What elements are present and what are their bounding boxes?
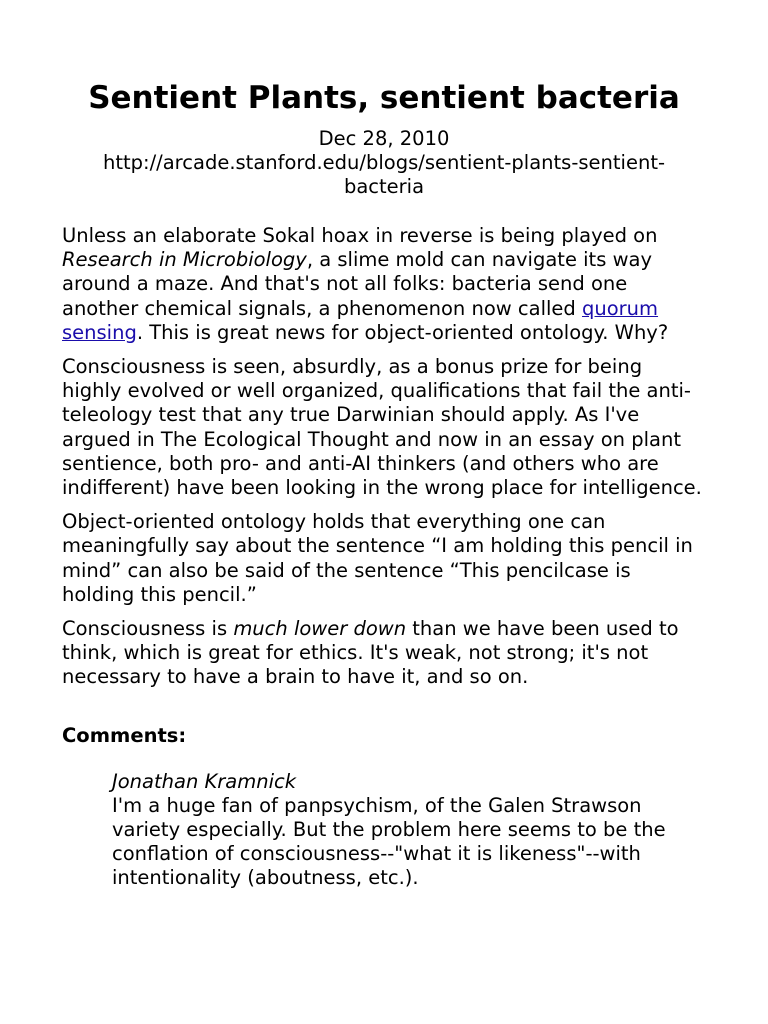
paragraph-4-text-a: Consciousness is: [62, 617, 234, 641]
journal-title: Research in Microbiology: [62, 248, 307, 272]
comments-heading: Comments:: [62, 723, 187, 747]
paragraph-1-text-c: . This is great news for object-oriented ontology. Why?: [136, 320, 669, 344]
quorum-sensing-link[interactable]: quorum sensing: [62, 296, 659, 344]
article-url-line-2: bacteria: [343, 175, 425, 198]
comment-text: I'm a huge fan of panpsychism, of the Galen Strawson variety especially. But the problem here seems to be the conflation of consciousness--"what it is likeness"--with intentionality (aboutness, etc.).: [112, 793, 666, 890]
paragraph-3: Object-oriented ontology holds that everything one can meaningfully say about the sentence “I am holding this pencil in mind” can also be said of the sentence “This pencilcase is holding this pencil.”: [62, 510, 693, 606]
article-title: Sentient Plants, sentient bacteria: [88, 80, 680, 116]
paragraph-1: [62, 224, 706, 345]
paragraph-4: [62, 617, 706, 690]
article-url-line-1: http://arcade.stanford.edu/blogs/sentient-plants-sentient-: [103, 151, 665, 174]
paragraph-2: Consciousness is seen, absurdly, as a bonus prize for being highly evolved or well organized, qualifications that fail the anti-teleology test that any true Darwinian should apply. As I've argued in The Ecological Thought and now in an essay on plant sentience, both pro- and anti-AI thinkers (and others who are indifferent) have been looking in the wrong place for intelligence.: [62, 355, 702, 500]
paragraph-1-text-b: , a slime mold can navigate its way around a maze. And that's not all folks: bacteria send one another chemical signals, a phenomenon now called: [62, 248, 653, 320]
paragraph-4-emphasis: much lower down: [233, 617, 407, 641]
comment-author: Jonathan Kramnick: [112, 769, 297, 793]
comment-item: [112, 770, 706, 891]
article-date: Dec 28, 2010: [318, 127, 450, 150]
article-body: [62, 224, 706, 690]
article-meta: [62, 127, 706, 199]
paragraph-1-text-a: Unless an elaborate Sokal hoax in reverse is being played on: [62, 224, 658, 247]
paragraph-4-text-b: than we have been used to think, which is great for ethics. It's weak, not strong; it's not necessary to have a brain to have it, and so on.: [62, 617, 679, 689]
